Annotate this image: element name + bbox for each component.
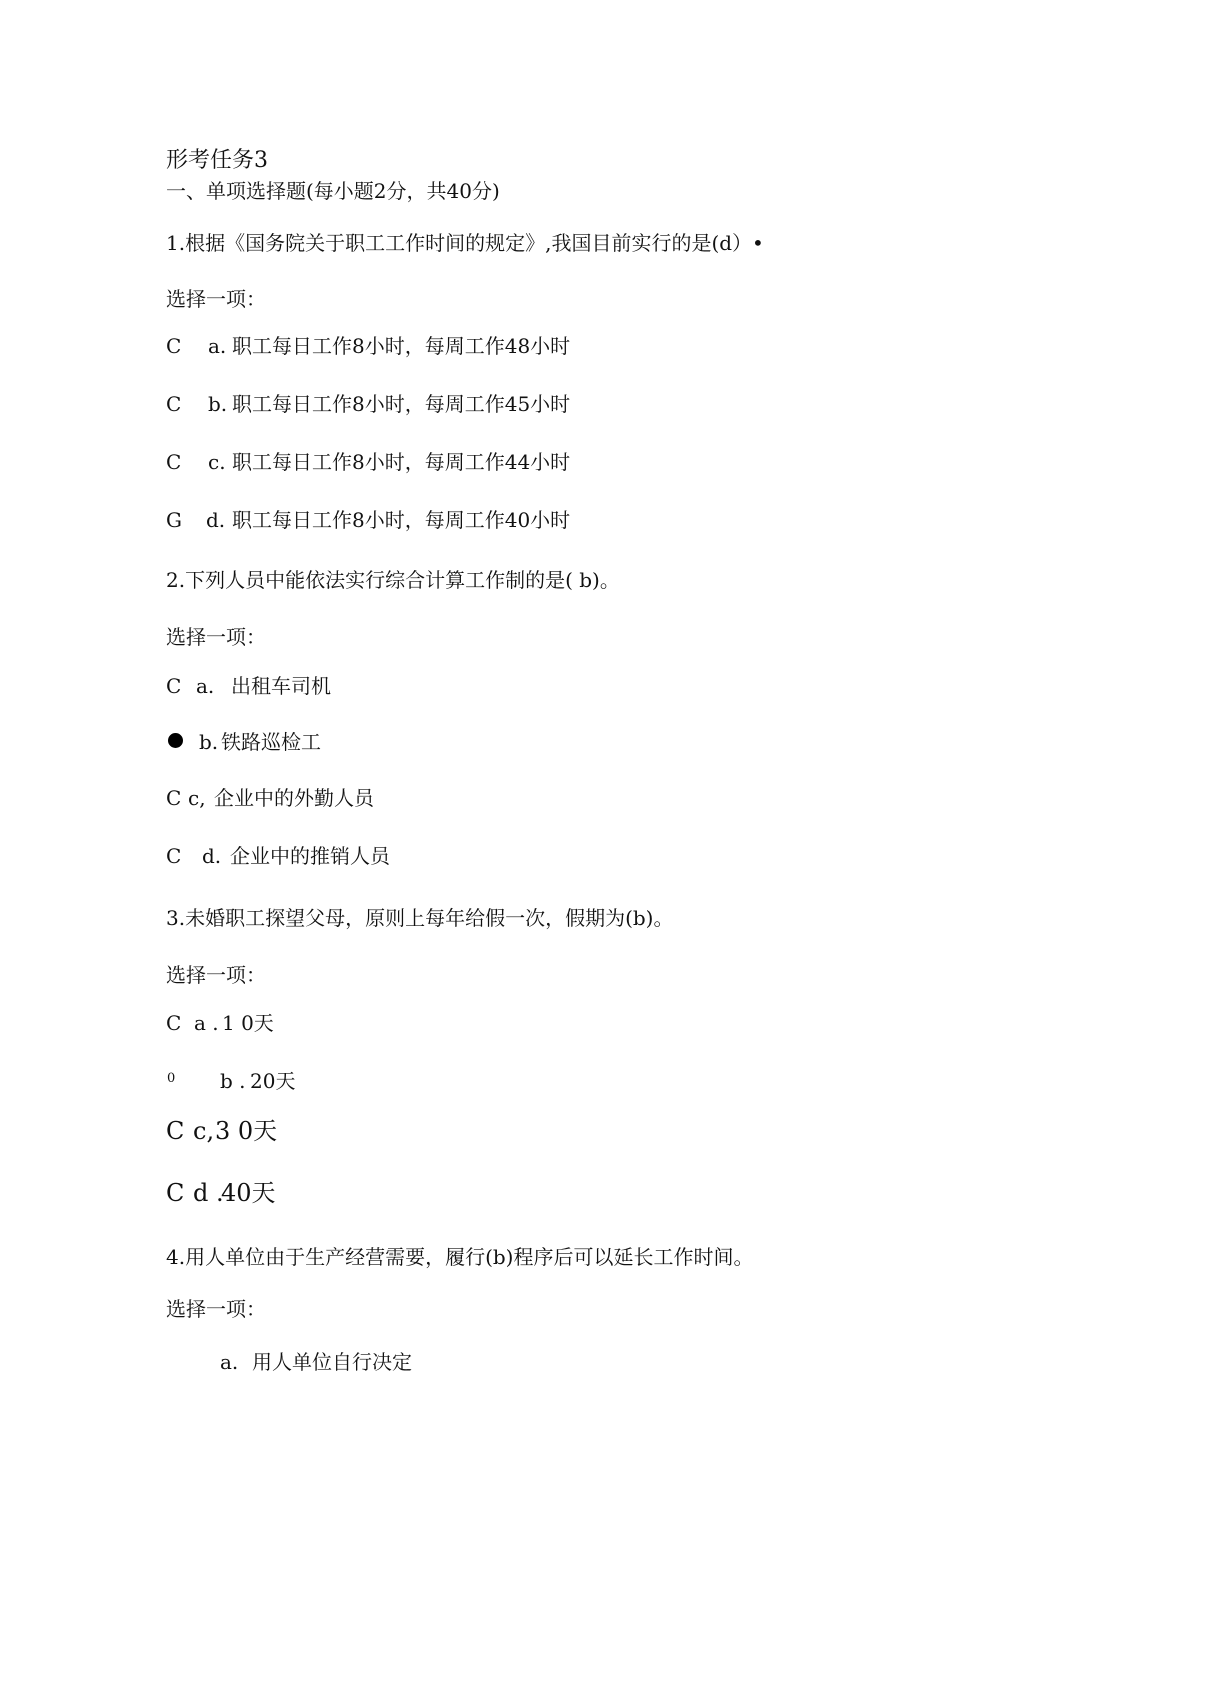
q2-option-d-marker[interactable]: C: [166, 844, 182, 868]
q2-option-b-letter: b.: [199, 730, 219, 754]
q1-option-b-letter: b.: [208, 392, 228, 416]
q2-option-c-letter: c,: [188, 786, 206, 810]
q3-option-b-marker[interactable]: 0: [167, 1071, 176, 1086]
q3-option-d-text: 40天: [221, 1179, 276, 1207]
q3-option-a-marker[interactable]: C: [166, 1011, 182, 1035]
q2-option-b-selected-radio[interactable]: [168, 733, 183, 748]
question-1-stem: 1.根据《国务院关于职工工作时间的规定》,我国目前实行的是(d）•: [166, 231, 764, 255]
question-3-stem: 3.未婚职工探望父母，原则上每年给假一次，假期为(b)。: [166, 906, 674, 930]
question-2-prompt: 选择一项：: [166, 625, 266, 649]
question-3-prompt: 选择一项：: [166, 963, 266, 987]
section-heading: 一、单项选择题(每小题2分，共40分): [166, 179, 500, 203]
q1-option-a-text: 职工每日工作8小时，每周工作48小时: [232, 334, 571, 358]
q1-option-c-letter: c.: [208, 450, 226, 474]
q1-option-d-letter: d.: [206, 508, 226, 532]
q1-option-b-marker[interactable]: C: [166, 392, 182, 416]
q1-option-d-text: 职工每日工作8小时，每周工作40小时: [232, 508, 571, 532]
q2-option-b-text: 铁路巡检工: [221, 730, 321, 754]
q3-option-d-marker[interactable]: C: [166, 1179, 185, 1207]
q3-option-c-letter: c,: [193, 1117, 215, 1145]
page-title: 形考任务3: [166, 148, 268, 173]
q3-option-b-text: 20天: [250, 1069, 296, 1093]
q3-option-c-marker[interactable]: C: [166, 1117, 185, 1145]
q1-option-a-letter: a.: [208, 334, 227, 358]
question-1-prompt: 选择一项：: [166, 287, 266, 311]
q4-option-a-letter[interactable]: a.: [220, 1350, 239, 1374]
q2-option-d-text: 企业中的推销人员: [230, 844, 390, 868]
q1-option-a-marker[interactable]: C: [166, 334, 182, 358]
q2-option-a-text: 出租车司机: [231, 674, 331, 698]
q3-option-a-letter: a .: [194, 1011, 219, 1035]
question-4-stem: 4.用人单位由于生产经营需要，履行(b)程序后可以延长工作时间。: [166, 1245, 754, 1269]
q2-option-a-letter: a.: [196, 674, 215, 698]
q3-option-b-letter: b .: [220, 1069, 246, 1093]
q1-option-c-marker[interactable]: C: [166, 450, 182, 474]
q3-option-d-letter: d .: [193, 1179, 224, 1207]
question-2-stem: 2.下列人员中能依法实行综合计算工作制的是( b)。: [166, 568, 620, 592]
q2-option-d-letter: d.: [202, 844, 222, 868]
q2-option-a-marker[interactable]: C: [166, 674, 182, 698]
question-4-prompt: 选择一项：: [166, 1297, 266, 1321]
q2-option-c-marker[interactable]: C: [166, 786, 182, 810]
q1-option-d-marker[interactable]: G: [166, 508, 182, 532]
q2-option-c-text: 企业中的外勤人员: [214, 786, 374, 810]
q3-option-a-text: 1 0天: [222, 1011, 274, 1035]
q3-option-c-text: 3 0天: [215, 1117, 278, 1145]
q1-option-b-text: 职工每日工作8小时，每周工作45小时: [232, 392, 571, 416]
q1-option-c-text: 职工每日工作8小时，每周工作44小时: [232, 450, 571, 474]
q4-option-a-text: 用人单位自行决定: [252, 1350, 412, 1374]
